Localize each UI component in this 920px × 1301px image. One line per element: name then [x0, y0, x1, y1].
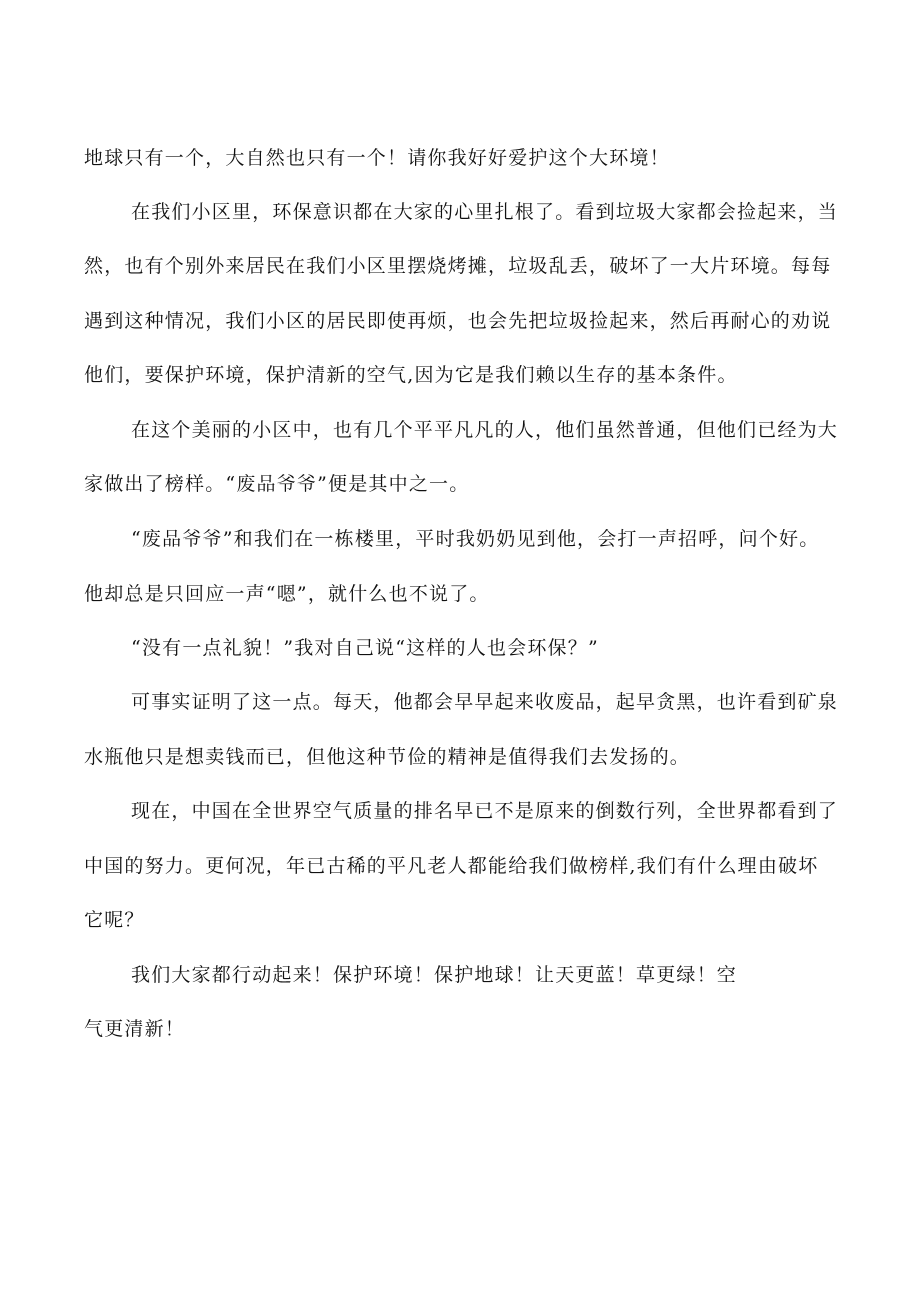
text-line-10: “没有一点礼貌！”我对自己说“这样的人也会环保？”	[131, 637, 599, 659]
text-line-1: 地球只有一个，大自然也只有一个！请你我好好爱护这个大环境！	[84, 147, 670, 169]
text-line-8: “废品爷爷”和我们在一栋楼里，平时我奶奶见到他，会打一声招呼，问个好。	[131, 528, 820, 550]
text-line-5: 他们，要保护环境，保护清新的空气,因为它是我们赖以生存的基本条件。	[84, 364, 738, 386]
text-line-11: 可事实证明了这一点。每天，他都会早早起来收废品，起早贪黑，也许看到矿泉	[131, 691, 839, 713]
text-line-6: 在这个美丽的小区中，也有几个平平凡凡的人，他们虽然普通，但他们已经为大	[131, 419, 839, 441]
text-line-12: 水瓶他只是想卖钱而已，但他这种节俭的精神是值得我们去发扬的。	[84, 746, 691, 768]
text-line-14: 中国的努力。更何况，年已古稀的平凡老人都能给我们做榜样,我们有什么理由破坏	[84, 855, 819, 877]
text-line-4: 遇到这种情况，我们小区的居民即使再烦，也会先把垃圾捡起来，然后再耐心的劝说	[84, 310, 832, 332]
text-line-7: 家做出了榜样。“废品爷爷”便是其中之一。	[84, 473, 470, 495]
text-line-3: 然，也有个别外来居民在我们小区里摆烧烤摊，垃圾乱丢，破坏了一大片环境。每每	[84, 255, 832, 277]
text-line-13: 现在，中国在全世界空气质量的排名早已不是原来的倒数行列，全世界都看到了	[131, 800, 839, 822]
text-line-15: 它呢？	[84, 909, 145, 931]
text-line-17: 气更清新！	[84, 1018, 186, 1040]
text-line-2: 在我们小区里，环保意识都在大家的心里扎根了。看到垃圾大家都会捡起来，当	[131, 201, 839, 223]
text-line-16: 我们大家都行动起来！保护环境！保护地球！让天更蓝！草更绿！空	[131, 964, 738, 986]
text-line-9: 他却总是只回应一声“嗯”，就什么也不说了。	[84, 583, 490, 605]
